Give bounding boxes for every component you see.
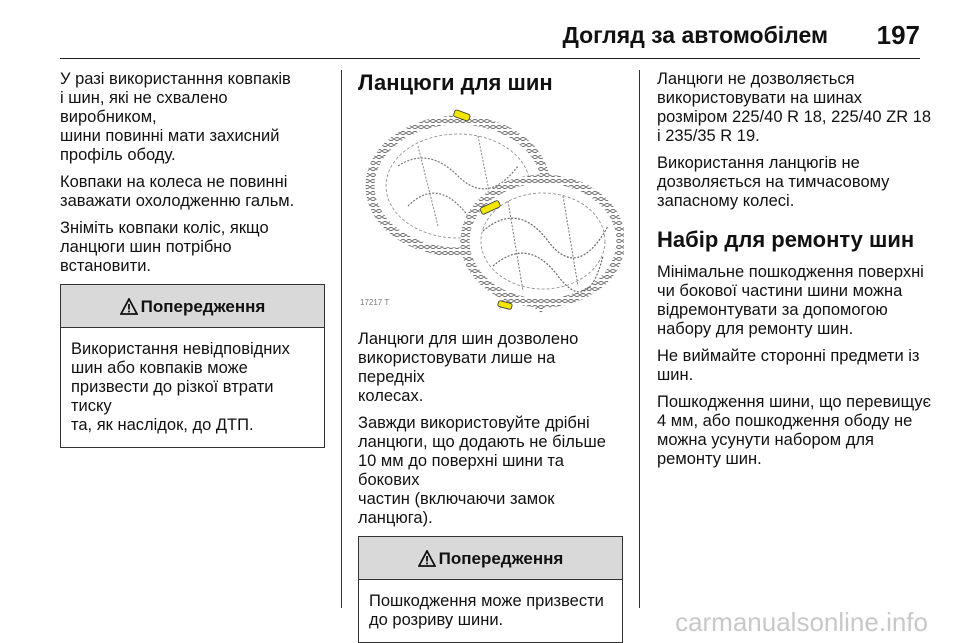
page-number: 197 [876,20,920,50]
column-2 [358,70,623,643]
warning-box [358,536,623,643]
warning-text: Пошкодження може призвести до розриву шини. [369,592,604,629]
paragraph: У разі використанння ковпаків і шин, які не схвалено виробником, шини повинні мати захисний профіль ободу. [60,70,291,164]
paragraph: Завжди використовуйте дрібні ланцюги, що додають не більше 10 мм до поверхні шини та бокових частин (включаючи замок ланцюга). [358,414,606,527]
section-title-tire-chains: Ланцюги для шин [358,70,553,95]
column-3 [657,70,932,477]
paragraph: Зніміть ковпаки коліс, якщо ланцюги шин потрібно встановити. [60,219,269,275]
paragraph: Не виймайте сторонні предмети із шин. [657,347,920,384]
page-header-title: Догляд за автомобілем [562,22,828,48]
watermark: carmanualsonline.info [675,607,928,637]
column-divider [639,70,640,608]
warning-header [359,537,622,580]
paragraph: Ланцюги не дозволяється використовувати на шинах розміром 225/40 R 18, 225/40 ZR 18 і 235/35 R 19. [657,70,932,145]
warning-icon [418,550,436,567]
page-header [60,14,920,59]
column-divider [341,70,342,608]
figure-code: 17217 T [360,298,390,307]
warning-header [61,285,324,328]
paragraph: Ланцюги для шин дозволено використовувати лише на передніх колесах. [358,330,579,405]
tire-chains-illustration [358,106,624,316]
section-title-tire-repair-kit: Набір для ремонту шин [657,227,915,252]
paragraph: Використання ланцюгів не дозволяється на тимчасовому запасному колесі. [657,154,890,210]
paragraph: Пошкодження шини, що перевищує 4 мм, або пошкодження ободу не можна усунути набором для ремонту шин. [657,393,932,468]
warning-box [60,284,325,448]
warning-icon [120,298,138,315]
paragraph: Мінімальне пошкодження поверхні чи бокової частини шини можна відремонтувати за допомогою набору для ремонту шин. [657,263,924,338]
warning-text: Використання невідповідних шин або ковпаків може призвести до різкої втрати тиску та, як наслідок, до ДТП. [71,340,290,434]
warning-title: Попередження [140,296,266,316]
warning-title: Попередження [438,548,564,568]
column-1 [60,70,325,448]
paragraph: Ковпаки на колеса не повинні заважати охолодженню гальм. [60,173,295,210]
